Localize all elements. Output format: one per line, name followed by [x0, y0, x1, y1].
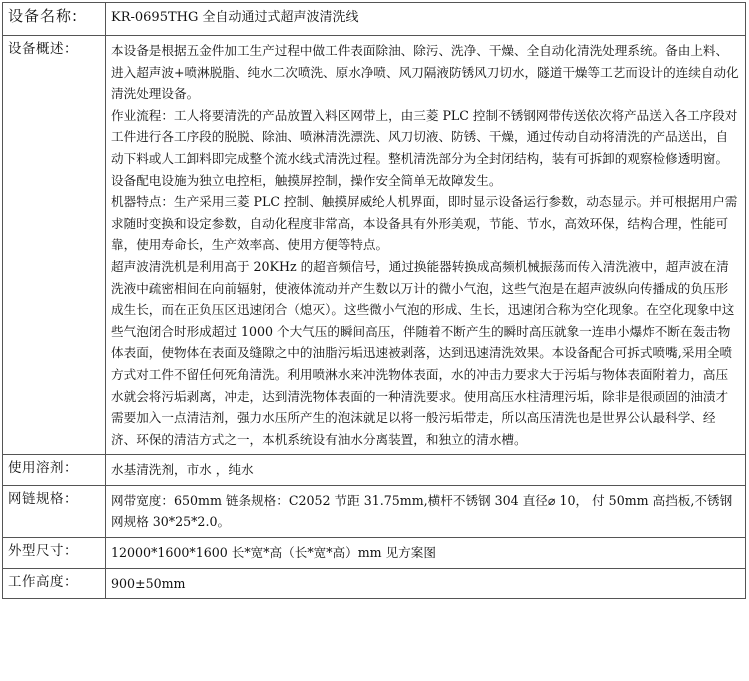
solvent-label: 使用溶剂： [3, 455, 106, 486]
overview-label: 设备概述： [3, 36, 106, 455]
mesh-value: 网带宽度：650mm 链条规格：C2052 节距 31.75mm,横杆不锈钢 304 直径⌀ 10， 付 50mm 高挡板,不锈钢网规格 30*25*2.0。 [106, 485, 746, 537]
overview-paragraph-workflow: 作业流程：工人将要清洗的产品放置入料区网带上，由三菱 PLC 控制不锈钢网带传送依次将产品送入各工序段对工件进行各工序段的脱脱、除油、喷淋清洗漂洗、风刀切液、防锈、干燥，通过传动自动将清洗的产品送出，自动下料或人工卸料即完成整个流水线式清洗过程。整机清洗部分为全封闭结构，装有可拆卸的观察检修透明窗。设备配电设施为独立电控柜，触摸屏控制，操作安全简单无故障发生。 [111, 107, 738, 188]
row-equipment-name [3, 3, 746, 36]
row-work-height [3, 568, 746, 599]
dimensions-label: 外型尺寸： [3, 538, 106, 569]
overview-paragraph-ultrasonic: 超声波清洗机是利用高于 20KHz 的超音频信号，通过换能器转换成高频机械振荡而传入清洗液中，超声波在清洗液中疏密相间在向前辐射，使液体流动并产生数以万计的微小气泡，这些气泡是在超声波纵向传播成的负压形成生长，而在正负压区迅速闭合（熄灭）。这些微小气泡的形成、生长，迅速闭合称为空化现象。在空化现象中这些气泡闭合时形成超过 1000 个大气压的瞬间高压，伴随着不断产生的瞬时高压就象一连串小爆炸不断在轰击物体表面，使物体在表面及缝隙之中的油脂污垢迅速被剥落，达到迅速清洗效果。本设备配合可拆式喷嘴,采用全喷方式对工件不留任何死角清洗。利用喷淋水来冲洗物体表面，水的冲击力要求大于污垢与物体表面附着力，高压水就会将污垢剥离，冲走，达到清洗物体表面的一种清洗要求。使用高压水柱清理污垢，除非是很顽固的油渍才需要加入一点清洁剂，强力水压所产生的泡沫就足以将一般污垢带走，所以高压清洗也是世界公认最科学、经济、环保的清洁方式之一，本机系统设有油水分离装置，和独立的清水槽。 [111, 258, 735, 447]
work-height-label: 工作高度： [3, 568, 106, 599]
work-height-value: 900±50mm [106, 568, 746, 599]
row-mesh-chain [3, 485, 746, 537]
dimensions-value: 12000*1600*1600 长*宽*高（长*宽*高）mm 见方案图 [106, 538, 746, 569]
mesh-label: 网链规格： [3, 485, 106, 537]
equipment-name-value: KR-0695THG 全自动通过式超声波清洗线 [106, 3, 746, 36]
row-solvent [3, 455, 746, 486]
spec-table [2, 2, 746, 599]
equipment-name-label: 设备名称: [3, 3, 106, 36]
overview-paragraph-features: 机器特点：生产采用三菱 PLC 控制、触摸屏威纶人机界面，即时显示设备运行参数，动态显示。并可根据用户需求随时变换和设定参数，自动化程度非常高，本设备具有外形美观，节能、节水，高效环保，结构合理，性能可靠，使用寿命长，生产效率高、使用方便等特点。 [111, 194, 738, 253]
overview-value [106, 36, 746, 455]
solvent-value: 水基清洗剂，市水 ，纯水 [106, 455, 746, 486]
row-overview [3, 36, 746, 455]
row-dimensions [3, 538, 746, 569]
overview-paragraph-summary: 本设备是根据五金件加工生产过程中做工件表面除油、除污、洗净、干燥、全自动化清洗处理系统。备由上料、进入超声波+喷淋脱脂、纯水二次喷洗、原水净喷、风刀隔液防锈风刀切水，隧道干燥等工艺而设计的连续自动化清洗处理设备。 [111, 43, 739, 102]
